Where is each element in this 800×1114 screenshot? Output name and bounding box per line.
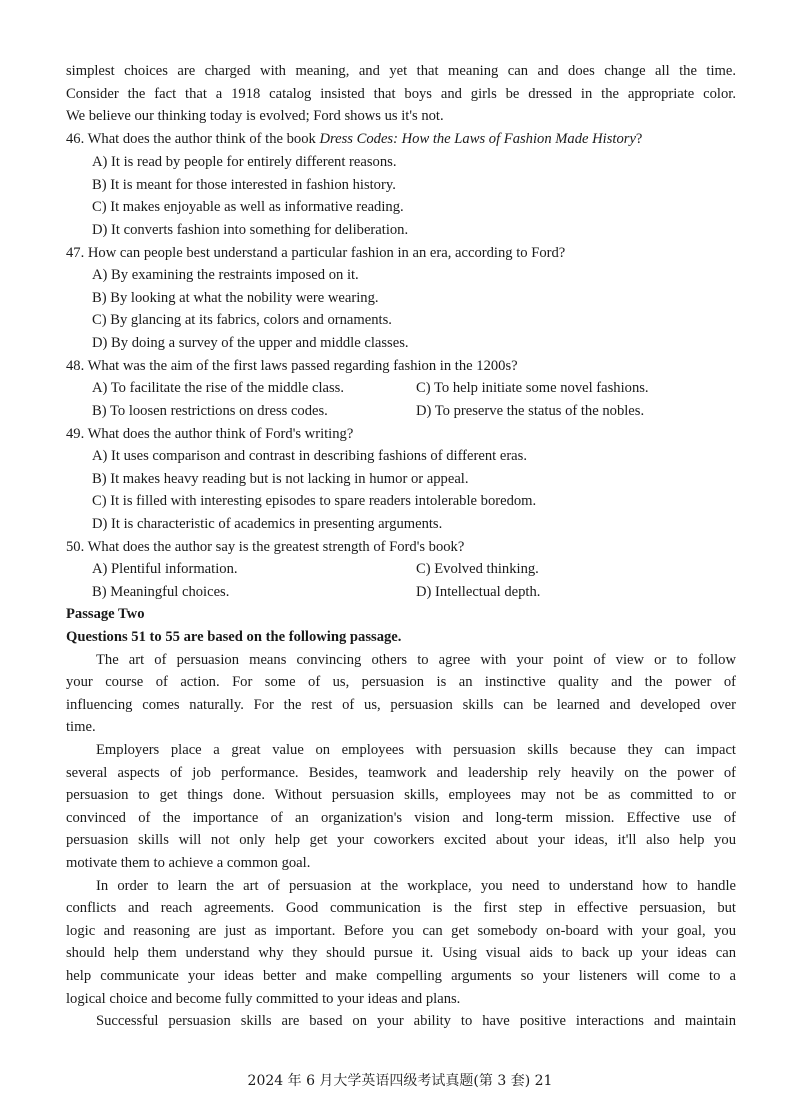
paragraph-line: The art of persuasion means convincing others to agree with your point of view or to follow xyxy=(96,652,736,668)
question-47-stem: 47. How can people best understand a particular fashion in an era, according to Ford? xyxy=(66,245,566,261)
paragraph-line: conflicts and reach agreements. Good communication is the first step in effective persuasion, but xyxy=(66,900,736,916)
option: D) By doing a survey of the upper and middle classes. xyxy=(92,335,409,351)
paragraph-line: logic and reasoning are just as important. Before you can get somebody on-board with your goal, you xyxy=(66,923,736,939)
option: A) It is read by people for entirely different reasons. xyxy=(92,154,397,170)
option: B) Meaningful choices. xyxy=(92,584,230,600)
question-46-stem: 46. What does the author think of the book Dress Codes: How the Laws of Fashion Made History? xyxy=(66,131,643,147)
option: A) It uses comparison and contrast in describing fashions of different eras. xyxy=(92,448,527,464)
option: C) Evolved thinking. xyxy=(416,561,539,577)
option: A) To facilitate the rise of the middle class. xyxy=(92,380,344,396)
option: D) It is characteristic of academics in presenting arguments. xyxy=(92,516,443,532)
paragraph-line: influencing comes naturally. For the rest of us, persuasion skills can be learned and developed over xyxy=(66,697,736,713)
passage-instruction: Questions 51 to 55 are based on the following passage. xyxy=(66,629,402,645)
option: C) By glancing at its fabrics, colors and ornaments. xyxy=(92,312,392,328)
question-50-stem: 50. What does the author say is the greatest strength of Ford's book? xyxy=(66,539,465,555)
option: C) It makes enjoyable as well as informative reading. xyxy=(92,199,404,215)
option: D) It converts fashion into something for deliberation. xyxy=(92,222,409,238)
paragraph-line: logical choice and become fully committed to your ideas and plans. xyxy=(66,991,461,1007)
paragraph-line: time. xyxy=(66,719,96,735)
question-48-stem: 48. What was the aim of the first laws passed regarding fashion in the 1200s? xyxy=(66,358,518,374)
paragraph-line: should help them understand why they should pursue it. Using visual aids to back up your ideas can xyxy=(66,945,736,961)
passage-line: simplest choices are charged with meaning, and yet that meaning can and does change all the time. xyxy=(66,63,736,79)
option: B) It makes heavy reading but is not lacking in humor or appeal. xyxy=(92,471,469,487)
paragraph-line: motivate them to achieve a common goal. xyxy=(66,855,311,871)
option: B) To loosen restrictions on dress codes. xyxy=(92,403,328,419)
option: A) By examining the restraints imposed on it. xyxy=(92,267,359,283)
paragraph-line: convinced of the importance of an organization's vision and long-term mission. Effective use of xyxy=(66,810,736,826)
paragraph-line: persuasion skills will not only help get your coworkers excited about your ideas, it'll also help you xyxy=(66,832,736,848)
option: C) To help initiate some novel fashions. xyxy=(416,380,649,396)
paragraph-line: Successful persuasion skills are based on your ability to have positive interactions and maintain xyxy=(96,1013,736,1029)
option: D) To preserve the status of the nobles. xyxy=(416,403,645,419)
option: D) Intellectual depth. xyxy=(416,584,541,600)
book-title: Dress Codes: How the Laws of Fashion Made History xyxy=(319,131,636,147)
paragraph-line: your course of action. For some of us, persuasion is an instinctive quality and the power of xyxy=(66,674,736,690)
option: A) Plentiful information. xyxy=(92,561,238,577)
passage-line: Consider the fact that a 1918 catalog insisted that boys and girls be dressed in the appropriate color. xyxy=(66,86,736,102)
paragraph-line: persuasion to get things done. Without persuasion skills, employees may not be as committed to or xyxy=(66,787,736,803)
paragraph-line: In order to learn the art of persuasion at the workplace, you need to understand how to handle xyxy=(96,878,736,894)
option: B) It is meant for those interested in fashion history. xyxy=(92,177,396,193)
paragraph-line: several aspects of job performance. Besides, teamwork and leadership rely heavily on the power of xyxy=(66,765,736,781)
paragraph-line: Employers place a great value on employees with persuasion skills because they can impact xyxy=(96,742,736,758)
passage-line: We believe our thinking today is evolved; Ford shows us it's not. xyxy=(66,108,444,124)
paragraph-line: help communicate your ideas better and make compelling arguments so your listeners will come to a xyxy=(66,968,736,984)
question-49-stem: 49. What does the author think of Ford's writing? xyxy=(66,426,354,442)
option: B) By looking at what the nobility were wearing. xyxy=(92,290,379,306)
passage-two-heading: Passage Two xyxy=(66,606,145,622)
page-footer: 2024 年 6 月大学英语四级考试真题(第 3 套) 21 xyxy=(247,1073,553,1089)
option: C) It is filled with interesting episodes to spare readers intolerable boredom. xyxy=(92,493,537,509)
